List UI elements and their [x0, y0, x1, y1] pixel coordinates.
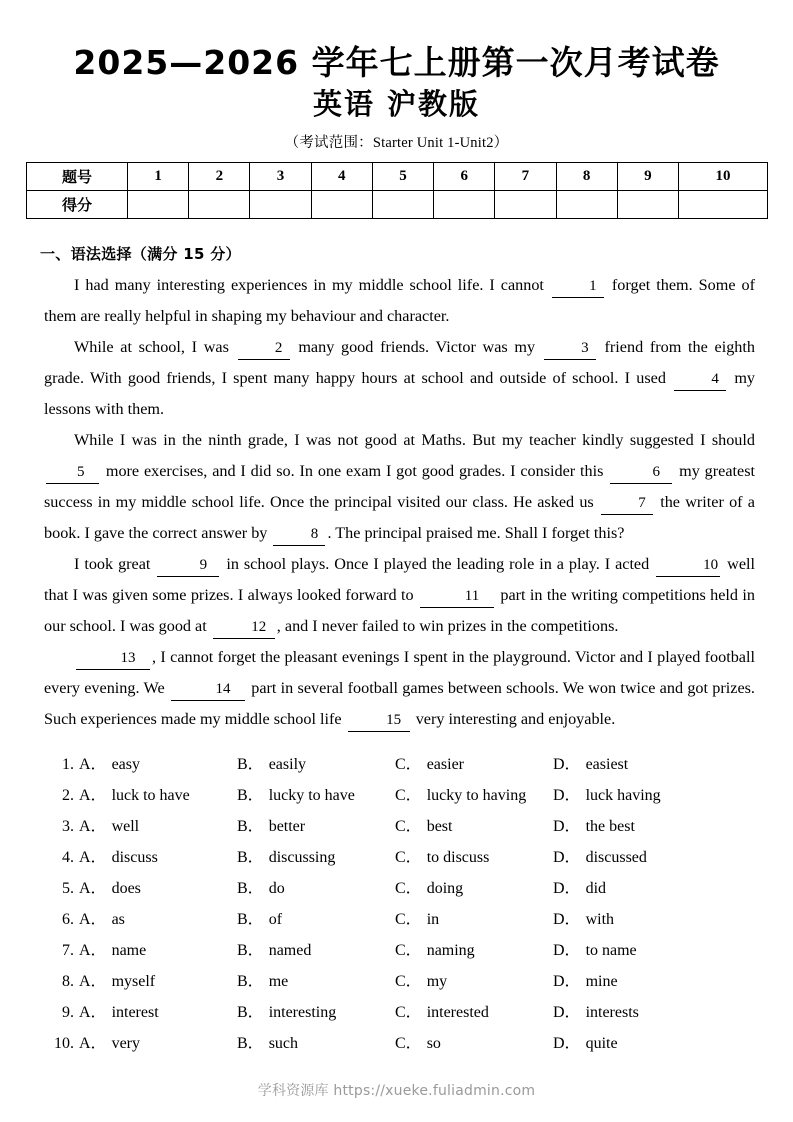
answer-blank-13[interactable]: 13	[76, 647, 150, 670]
option-label: D．	[553, 941, 581, 959]
option-text: easiest	[585, 755, 629, 773]
option-label: A．	[79, 1003, 107, 1021]
option-text: better	[268, 817, 306, 835]
option-c[interactable]	[395, 904, 553, 935]
answer-blank-6[interactable]: 6	[610, 461, 672, 484]
passage-paragraph-3	[44, 425, 755, 549]
option-a[interactable]	[79, 873, 237, 904]
option-text: well	[111, 817, 140, 835]
passage-text: I had many interesting experiences in my middle school life. I cannot	[74, 275, 544, 294]
option-label: D．	[553, 1003, 581, 1021]
score-cell-7[interactable]	[495, 190, 556, 218]
option-label: D．	[553, 848, 581, 866]
option-label: B．	[237, 1003, 264, 1021]
option-a[interactable]	[79, 780, 237, 811]
passage-text: my greatest success in my middle school life. Once the principal visited our class. He asked us	[44, 461, 756, 511]
option-c[interactable]	[395, 1028, 553, 1059]
question-options-list	[44, 749, 767, 1059]
option-d[interactable]	[553, 1028, 711, 1059]
option-text: myself	[111, 972, 156, 990]
option-label: C．	[395, 848, 422, 866]
option-c[interactable]	[395, 873, 553, 904]
passage-text: many good friends. Victor was my	[298, 337, 536, 356]
passage-text: the writer of a book. I gave the correct answer by	[44, 492, 755, 542]
passage-text: in school plays. Once I played the leading role in a play. I acted	[226, 554, 650, 573]
option-label: C．	[395, 972, 422, 990]
answer-blank-8[interactable]: 8	[273, 523, 325, 546]
option-label: C．	[395, 1003, 422, 1021]
option-text: me	[268, 972, 289, 990]
answer-blank-4[interactable]: 4	[674, 368, 726, 391]
option-label: D．	[553, 1034, 581, 1052]
passage-text: . The principal praised me. Shall I forget this?	[327, 523, 625, 542]
option-d[interactable]	[553, 935, 711, 966]
option-text: quite	[585, 1034, 618, 1052]
passage-text: well that I was given some prizes. I always looked forward to	[44, 554, 755, 604]
option-text: lucky to having	[426, 786, 527, 804]
passage-text: While I was in the ninth grade, I was not good at Maths. But my teacher kindly suggested I should	[74, 430, 755, 449]
option-text: name	[111, 941, 147, 959]
question-row-7	[44, 935, 767, 966]
question-number-cell-5: 5	[372, 162, 433, 190]
option-text: in	[426, 910, 440, 928]
score-cell-1[interactable]	[128, 190, 189, 218]
option-text: did	[585, 879, 607, 897]
question-number: 7.	[62, 941, 74, 959]
option-d[interactable]	[553, 780, 711, 811]
answer-blank-2[interactable]: 2	[238, 337, 290, 360]
answer-blank-14[interactable]: 14	[171, 678, 245, 701]
option-text: very	[111, 1034, 140, 1052]
title-block	[26, 0, 767, 152]
option-label: C．	[395, 817, 422, 835]
question-row-2	[44, 780, 767, 811]
question-row-4	[44, 842, 767, 873]
score-cell-4[interactable]	[311, 190, 372, 218]
passage-text: friend from the eighth grade. With good friends, I spent many happy hours at school and outside of school. I used	[44, 337, 755, 387]
option-d[interactable]	[553, 997, 711, 1028]
passage-text: forget them. Some of them are really helpful in shaping my behaviour and character.	[44, 275, 755, 325]
option-a[interactable]	[79, 997, 237, 1028]
option-text: does	[111, 879, 141, 897]
question-number-cell-9: 9	[617, 162, 678, 190]
question-row-9	[44, 997, 767, 1028]
option-label: A．	[79, 972, 107, 990]
option-label: B．	[237, 972, 264, 990]
option-text: discuss	[111, 848, 158, 866]
score-cell-5[interactable]	[372, 190, 433, 218]
option-label: A．	[79, 879, 107, 897]
option-label: C．	[395, 879, 422, 897]
passage-text: I took great	[74, 554, 151, 573]
question-number-cell-1: 1	[128, 162, 189, 190]
question-number: 2.	[62, 786, 74, 804]
option-a[interactable]	[79, 935, 237, 966]
footer-watermark: 学科资源库 https://xueke.fuliadmin.com	[257, 1083, 536, 1099]
exam-scope-note: （考试范围：Starter Unit 1-Unit2）	[284, 134, 509, 151]
option-label: D．	[553, 755, 581, 773]
question-number: 8.	[62, 972, 74, 990]
score-cell-2[interactable]	[189, 190, 250, 218]
passage-text: part in the writing competitions held in our school. I was good at	[44, 585, 755, 635]
passage-text: , I cannot forget the pleasant evenings I spent in the playground. Victor and I played football every evening. We	[44, 647, 755, 697]
option-label: A．	[79, 848, 107, 866]
table-row-question-numbers	[27, 162, 768, 190]
row-header-question-number: 题号	[27, 162, 128, 190]
option-b[interactable]	[237, 749, 395, 780]
option-b[interactable]	[237, 842, 395, 873]
question-number-cell-4: 4	[311, 162, 372, 190]
option-label: C．	[395, 786, 422, 804]
option-c[interactable]	[395, 935, 553, 966]
question-number-cell-8: 8	[556, 162, 617, 190]
option-b[interactable]	[237, 935, 395, 966]
option-a[interactable]	[79, 1028, 237, 1059]
score-cell-8[interactable]	[556, 190, 617, 218]
answer-blank-1[interactable]: 1	[552, 275, 604, 298]
option-a[interactable]	[79, 966, 237, 997]
answer-blank-15[interactable]: 15	[348, 709, 410, 732]
option-text: so	[426, 1034, 441, 1052]
answer-blank-7[interactable]: 7	[601, 492, 653, 515]
question-row-8	[44, 966, 767, 997]
option-text: do	[268, 879, 285, 897]
option-text: interesting	[268, 1003, 337, 1021]
option-text: luck having	[585, 786, 661, 804]
option-label: C．	[395, 941, 422, 959]
passage-paragraph-5	[44, 642, 755, 735]
option-label: A．	[79, 786, 107, 804]
option-d[interactable]	[553, 966, 711, 997]
option-label: D．	[553, 879, 581, 897]
option-label: B．	[237, 848, 264, 866]
option-text: easily	[268, 755, 307, 773]
option-c[interactable]	[395, 780, 553, 811]
option-text: of	[268, 910, 283, 928]
option-text: such	[268, 1034, 299, 1052]
option-text: easy	[111, 755, 140, 773]
question-row-6	[44, 904, 767, 935]
option-b[interactable]	[237, 780, 395, 811]
option-c[interactable]	[395, 997, 553, 1028]
option-b[interactable]	[237, 966, 395, 997]
option-text: discussing	[268, 848, 336, 866]
option-b[interactable]	[237, 811, 395, 842]
passage-paragraph-4	[44, 549, 755, 642]
option-label: A．	[79, 910, 107, 928]
option-text: with	[585, 910, 615, 928]
option-c[interactable]	[395, 842, 553, 873]
option-label: A．	[79, 1034, 107, 1052]
option-text: naming	[426, 941, 475, 959]
option-a[interactable]	[79, 904, 237, 935]
option-text: named	[268, 941, 312, 959]
score-table	[26, 162, 768, 219]
option-text: the best	[585, 817, 635, 835]
row-header-score: 得分	[27, 190, 128, 218]
option-d[interactable]	[553, 842, 711, 873]
page-title: 2025—2026 学年七上册第一次月考试卷	[73, 43, 720, 82]
option-c[interactable]	[395, 749, 553, 780]
question-number: 3.	[62, 817, 74, 835]
passage-text: very interesting and enjoyable.	[415, 709, 616, 728]
question-number: 10.	[54, 1034, 74, 1052]
question-number-cell-3: 3	[250, 162, 311, 190]
option-label: C．	[395, 1034, 422, 1052]
question-number: 9.	[62, 1003, 74, 1021]
score-cell-9[interactable]	[617, 190, 678, 218]
question-row-3	[44, 811, 767, 842]
option-text: interested	[426, 1003, 489, 1021]
option-d[interactable]	[553, 749, 711, 780]
option-text: best	[426, 817, 453, 835]
passage-text: more exercises, and I did so. In one exam I got good grades. I consider this	[105, 461, 604, 480]
option-label: D．	[553, 817, 581, 835]
passage-body	[44, 270, 755, 735]
option-label: B．	[237, 755, 264, 773]
passage-paragraph-1	[44, 270, 755, 332]
option-d[interactable]	[553, 873, 711, 904]
question-number: 1.	[62, 755, 74, 773]
option-text: mine	[585, 972, 618, 990]
passage-text: part in several football games between schools. We won twice and got prizes. Such experiences made my middle school life	[44, 678, 755, 728]
passage-text: , and I never failed to win prizes in the competitions.	[276, 616, 619, 635]
question-number: 4.	[62, 848, 74, 866]
option-d[interactable]	[553, 904, 711, 935]
answer-blank-5[interactable]: 5	[46, 461, 99, 484]
option-text: to name	[585, 941, 637, 959]
option-text: interest	[111, 1003, 159, 1021]
score-cell-6[interactable]	[434, 190, 495, 218]
option-label: A．	[79, 817, 107, 835]
option-text: interests	[585, 1003, 639, 1021]
option-text: my	[426, 972, 448, 990]
option-b[interactable]	[237, 873, 395, 904]
option-label: B．	[237, 941, 264, 959]
option-d[interactable]	[553, 811, 711, 842]
question-number: 6.	[62, 910, 74, 928]
option-text: luck to have	[111, 786, 190, 804]
option-label: B．	[237, 817, 264, 835]
question-row-10	[44, 1028, 767, 1059]
answer-blank-10[interactable]: 10	[656, 554, 720, 577]
table-row-scores	[27, 190, 768, 218]
option-b[interactable]	[237, 904, 395, 935]
option-text: as	[111, 910, 125, 928]
option-text: discussed	[585, 848, 647, 866]
option-label: B．	[237, 1034, 264, 1052]
question-number-cell-7: 7	[495, 162, 556, 190]
answer-blank-12[interactable]: 12	[213, 616, 275, 639]
score-cell-3[interactable]	[250, 190, 311, 218]
option-b[interactable]	[237, 997, 395, 1028]
passage-text: my lessons with them.	[44, 368, 756, 418]
option-text: doing	[426, 879, 464, 897]
question-row-1	[44, 749, 767, 780]
option-a[interactable]	[79, 811, 237, 842]
question-row-5	[44, 873, 767, 904]
option-a[interactable]	[79, 842, 237, 873]
answer-blank-11[interactable]: 11	[420, 585, 494, 608]
option-label: D．	[553, 972, 581, 990]
option-label: A．	[79, 755, 107, 773]
score-cell-10[interactable]	[679, 190, 768, 218]
option-b[interactable]	[237, 1028, 395, 1059]
option-label: D．	[553, 786, 581, 804]
option-label: B．	[237, 910, 264, 928]
option-label: C．	[395, 755, 422, 773]
option-c[interactable]	[395, 811, 553, 842]
option-text: to discuss	[426, 848, 490, 866]
question-number: 5.	[62, 879, 74, 897]
passage-paragraph-2	[44, 332, 755, 425]
option-label: B．	[237, 786, 264, 804]
option-c[interactable]	[395, 966, 553, 997]
question-number-cell-6: 6	[434, 162, 495, 190]
page-subject-title: 英语 沪教版	[312, 87, 481, 122]
option-label: D．	[553, 910, 581, 928]
option-label: C．	[395, 910, 422, 928]
option-text: easier	[426, 755, 464, 773]
option-a[interactable]	[79, 749, 237, 780]
option-label: B．	[237, 879, 264, 897]
answer-blank-3[interactable]: 3	[544, 337, 596, 360]
question-number-cell-10: 10	[679, 162, 768, 190]
passage-text: While at school, I was	[74, 337, 229, 356]
answer-blank-9[interactable]: 9	[157, 554, 219, 577]
option-label: A．	[79, 941, 107, 959]
question-number-cell-2: 2	[189, 162, 250, 190]
option-text: lucky to have	[268, 786, 355, 804]
section-heading-grammar-choice: 一、语法选择（满分 15 分）	[40, 244, 241, 263]
